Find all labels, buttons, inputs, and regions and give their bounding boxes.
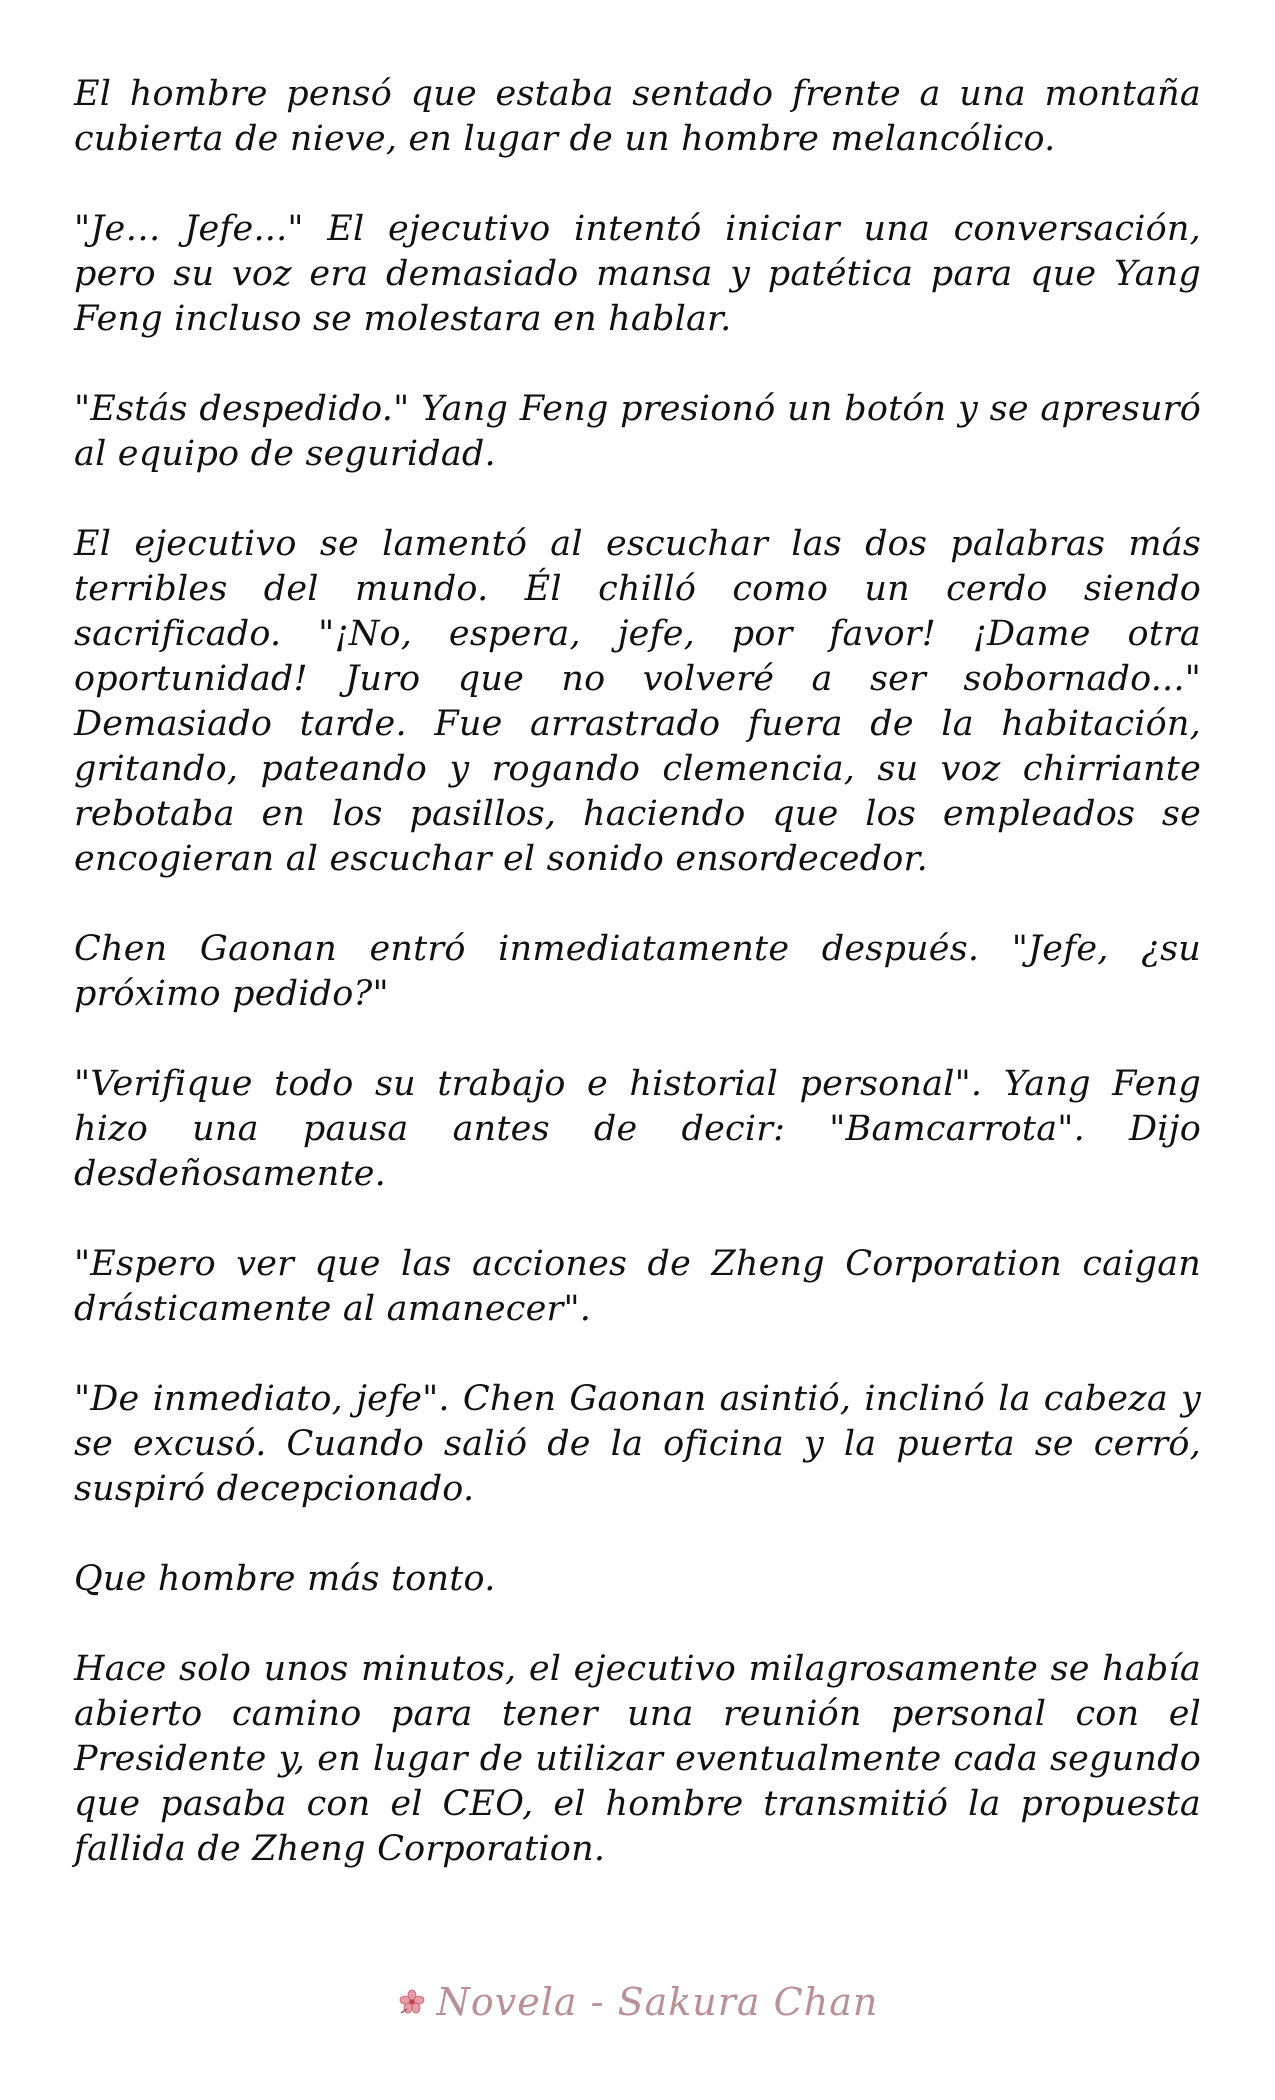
watermark-footer [0,1980,1275,2024]
paragraph: "Espero ver que las acciones de Zheng Corporation caigan drásticamente al amanecer". [74,1244,1201,1329]
document-body [74,72,1201,1917]
sakura-flower-icon [397,1987,427,2017]
watermark-text: Novela - Sakura Chan [436,1980,879,2024]
paragraph: Chen Gaonan entró inmediatamente después. "Jefe, ¿su próximo pedido?" [74,929,1201,1014]
paragraph: "Verifique todo su trabajo e historial personal". Yang Feng hizo una pausa antes de decir: "Bamcarrota". Dijo desdeñosamente. [74,1064,1201,1194]
paragraph: El ejecutivo se lamentó al escuchar las dos palabras más terribles del mundo. Él chilló como un cerdo siendo sacrificado. "¡No, espera, jefe, por favor! ¡Dame otra oportunidad! Juro que no volveré a ser sobornado..." Demasiado tarde. Fue arrastrado fuera de la habitación, gritando, pateando y rogando clemencia, su voz chirriante rebotaba en los pasillos, haciendo que los empleados se encogieran al escuchar el sonido ensordecedor. [74,524,1201,879]
paragraph: "Je… Jefe..." El ejecutivo intentó iniciar una conversación, pero su voz era demasiado mansa y patética para que Yang Feng incluso se molestara en hablar. [74,209,1201,339]
paragraph: Que hombre más tonto. [74,1559,496,1599]
paragraph: "De inmediato, jefe". Chen Gaonan asintió, inclinó la cabeza y se excusó. Cuando salió de la oficina y la puerta se cerró, suspiró decepcionado. [74,1379,1201,1509]
paragraph: El hombre pensó que estaba sentado frente a una montaña cubierta de nieve, en lugar de un hombre melancólico. [74,74,1201,159]
paragraph: "Estás despedido." Yang Feng presionó un botón y se apresuró al equipo de seguridad. [74,389,1201,474]
paragraph: Hace solo unos minutos, el ejecutivo milagrosamente se había abierto camino para tener una reunión personal con el Presidente y, en lugar de utilizar eventualmente cada segundo que pasaba con el CEO, el hombre transmitió la propuesta fallida de Zheng Corporation. [74,1649,1201,1869]
